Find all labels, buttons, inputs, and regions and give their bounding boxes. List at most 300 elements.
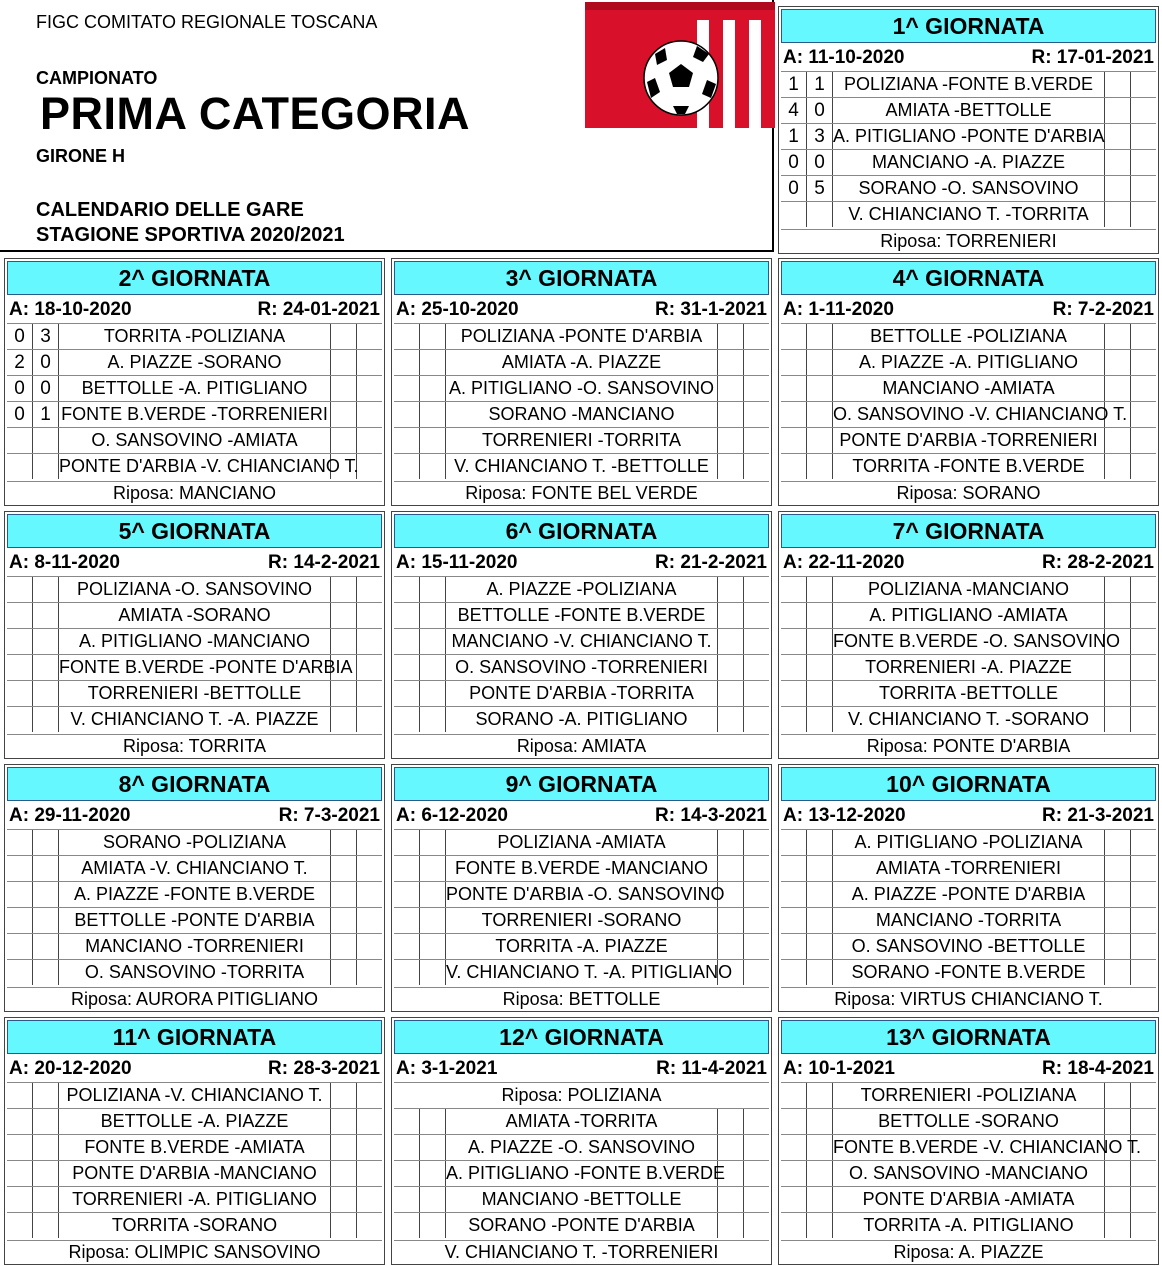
match-teams: PONTE D'ARBIA -TORRITA bbox=[469, 683, 694, 703]
match-row bbox=[7, 1186, 382, 1212]
return-away-score bbox=[356, 428, 382, 453]
match-teams: A. PIAZZE -POLIZIANA bbox=[486, 579, 677, 599]
match-teams: TORRITA -FONTE B.VERDE bbox=[852, 456, 1085, 476]
return-away-score bbox=[356, 324, 382, 349]
match-row bbox=[781, 1160, 1156, 1186]
away-score: 1 bbox=[33, 402, 59, 427]
return-home-score bbox=[330, 1187, 356, 1212]
round-dates bbox=[9, 1056, 380, 1082]
away-score bbox=[807, 882, 833, 907]
away-score bbox=[33, 1187, 59, 1212]
return-home-score bbox=[717, 1213, 743, 1238]
match-teams: A. PITIGLIANO -MANCIANO bbox=[78, 631, 311, 651]
match-teams: SORANO -A. PITIGLIANO bbox=[475, 709, 688, 729]
home-score bbox=[781, 376, 807, 401]
return-away-score bbox=[1130, 1213, 1156, 1238]
away-score bbox=[33, 454, 59, 479]
return-away-score bbox=[356, 681, 382, 706]
match-teams: SORANO -O. SANSOVINO bbox=[858, 178, 1079, 198]
ritorno-date: R: 7-2-2021 bbox=[1052, 299, 1154, 320]
return-away-score bbox=[356, 830, 382, 855]
return-home-score bbox=[717, 350, 743, 375]
return-away-score bbox=[743, 402, 769, 427]
return-home-score bbox=[1104, 454, 1130, 479]
home-score bbox=[781, 707, 807, 732]
return-home-score bbox=[717, 934, 743, 959]
return-away-score bbox=[743, 1135, 769, 1160]
match-row bbox=[7, 654, 382, 680]
home-score bbox=[7, 1187, 33, 1212]
match-row bbox=[7, 706, 382, 732]
match-row bbox=[7, 576, 382, 602]
match-teams: POLIZIANA -MANCIANO bbox=[867, 579, 1070, 599]
round-dates bbox=[9, 297, 380, 323]
return-home-score bbox=[717, 908, 743, 933]
return-home-score bbox=[330, 1161, 356, 1186]
home-score bbox=[7, 1161, 33, 1186]
return-home-score bbox=[1104, 428, 1130, 453]
ritorno-date: R: 21-3-2021 bbox=[1042, 805, 1154, 826]
round-card bbox=[778, 764, 1159, 1012]
return-away-score bbox=[1130, 176, 1156, 201]
round-dates bbox=[9, 803, 380, 829]
home-score bbox=[781, 428, 807, 453]
return-home-score bbox=[1104, 960, 1130, 985]
away-score bbox=[420, 707, 446, 732]
home-score bbox=[394, 350, 420, 375]
return-home-score bbox=[330, 428, 356, 453]
return-home-score bbox=[717, 402, 743, 427]
match-row bbox=[7, 1082, 382, 1108]
bye-team: Riposa: VIRTUS CHIANCIANO T. bbox=[781, 987, 1156, 1010]
home-score bbox=[394, 908, 420, 933]
home-score bbox=[394, 655, 420, 680]
away-score bbox=[420, 402, 446, 427]
match-row bbox=[781, 680, 1156, 706]
return-home-score bbox=[717, 707, 743, 732]
return-home-score bbox=[1104, 655, 1130, 680]
calendar-caption bbox=[36, 198, 345, 248]
bye-team: Riposa: OLIMPIC SANSOVINO bbox=[7, 1240, 382, 1263]
away-score bbox=[420, 428, 446, 453]
return-home-score bbox=[717, 655, 743, 680]
return-away-score bbox=[356, 1083, 382, 1108]
soccer-ball-logo-icon bbox=[585, 2, 775, 128]
away-score bbox=[807, 655, 833, 680]
andata-date: A: 22-11-2020 bbox=[783, 552, 905, 573]
match-row bbox=[7, 933, 382, 959]
bye-team: Riposa: AURORA PITIGLIANO bbox=[7, 987, 382, 1010]
match-row bbox=[781, 349, 1156, 375]
home-score bbox=[781, 1213, 807, 1238]
away-score: 3 bbox=[807, 124, 833, 149]
match-row bbox=[394, 401, 769, 427]
return-home-score bbox=[717, 1135, 743, 1160]
away-score bbox=[33, 629, 59, 654]
return-away-score bbox=[1130, 681, 1156, 706]
match-teams: PONTE D'ARBIA -AMIATA bbox=[862, 1189, 1075, 1209]
match-teams: TORRENIERI -POLIZIANA bbox=[860, 1085, 1077, 1105]
return-home-score bbox=[1104, 830, 1130, 855]
home-score bbox=[781, 454, 807, 479]
home-score: 0 bbox=[7, 402, 33, 427]
match-row bbox=[394, 375, 769, 401]
return-away-score bbox=[743, 681, 769, 706]
home-score: 1 bbox=[781, 72, 807, 97]
ritorno-date: R: 18-4-2021 bbox=[1042, 1058, 1154, 1079]
return-away-score bbox=[1130, 98, 1156, 123]
match-teams: PONTE D'ARBIA -MANCIANO bbox=[72, 1163, 317, 1183]
match-row bbox=[7, 453, 382, 479]
home-score bbox=[781, 1083, 807, 1108]
ritorno-date: R: 31-1-2021 bbox=[655, 299, 767, 320]
away-score bbox=[33, 856, 59, 881]
round-dates bbox=[783, 1056, 1154, 1082]
home-score bbox=[394, 707, 420, 732]
home-score bbox=[394, 1213, 420, 1238]
match-teams: A. PIAZZE -FONTE B.VERDE bbox=[73, 884, 316, 904]
championship-label: CAMPIONATO bbox=[36, 68, 158, 88]
match-teams: AMIATA -A. PIAZZE bbox=[501, 352, 662, 372]
home-score bbox=[7, 655, 33, 680]
home-score bbox=[781, 960, 807, 985]
return-away-score bbox=[1130, 960, 1156, 985]
return-away-score bbox=[356, 454, 382, 479]
return-home-score bbox=[717, 1109, 743, 1134]
match-teams: BETTOLLE -SORANO bbox=[878, 1111, 1059, 1131]
match-teams: TORRITA -SORANO bbox=[111, 1215, 278, 1235]
return-away-score bbox=[743, 960, 769, 985]
match-list bbox=[394, 1082, 769, 1238]
return-away-score bbox=[1130, 830, 1156, 855]
match-teams: MANCIANO -V. CHIANCIANO T. bbox=[451, 631, 712, 651]
away-score bbox=[807, 934, 833, 959]
away-score bbox=[33, 1135, 59, 1160]
home-score: 1 bbox=[781, 124, 807, 149]
return-home-score bbox=[1104, 176, 1130, 201]
match-row bbox=[7, 323, 382, 349]
match-row bbox=[7, 375, 382, 401]
ritorno-date: R: 17-01-2021 bbox=[1031, 47, 1154, 68]
match-teams: TORRENIERI -TORRITA bbox=[481, 430, 681, 450]
return-home-score bbox=[1104, 98, 1130, 123]
return-home-score bbox=[717, 603, 743, 628]
return-home-score bbox=[717, 681, 743, 706]
andata-date: A: 20-12-2020 bbox=[9, 1058, 132, 1079]
andata-date: A: 1-11-2020 bbox=[783, 299, 894, 320]
category-title: PRIMA CATEGORIA bbox=[40, 88, 470, 139]
round-dates bbox=[9, 550, 380, 576]
match-row bbox=[7, 401, 382, 427]
match-row bbox=[7, 349, 382, 375]
ritorno-date: R: 11-4-2021 bbox=[656, 1058, 767, 1079]
match-teams: FONTE B.VERDE -TORRENIERI bbox=[61, 404, 328, 424]
round-card bbox=[391, 1017, 772, 1265]
match-row bbox=[781, 427, 1156, 453]
match-row bbox=[394, 706, 769, 732]
match-teams: POLIZIANA -O. SANSOVINO bbox=[76, 579, 313, 599]
return-away-score bbox=[1130, 454, 1156, 479]
bye-team: Riposa: PONTE D'ARBIA bbox=[781, 734, 1156, 757]
return-away-score bbox=[743, 577, 769, 602]
ritorno-date: R: 24-01-2021 bbox=[257, 299, 380, 320]
away-score bbox=[420, 454, 446, 479]
match-row bbox=[781, 323, 1156, 349]
home-score bbox=[781, 1187, 807, 1212]
match-teams: TORRENIERI -BETTOLLE bbox=[87, 683, 302, 703]
andata-date: A: 11-10-2020 bbox=[783, 47, 905, 68]
return-home-score bbox=[1104, 856, 1130, 881]
match-row bbox=[781, 933, 1156, 959]
return-away-score bbox=[1130, 1187, 1156, 1212]
match-teams: MANCIANO -TORRITA bbox=[875, 910, 1062, 930]
andata-date: A: 8-11-2020 bbox=[9, 552, 120, 573]
ritorno-date: R: 14-2-2021 bbox=[268, 552, 380, 573]
match-teams: A. PIAZZE -PONTE D'ARBIA bbox=[851, 884, 1086, 904]
match-list bbox=[781, 323, 1156, 479]
match-row bbox=[781, 1186, 1156, 1212]
match-row bbox=[394, 576, 769, 602]
match-list bbox=[394, 576, 769, 732]
bye-team: V. CHIANCIANO T. -TORRENIERI bbox=[394, 1240, 769, 1263]
away-score bbox=[33, 707, 59, 732]
match-row bbox=[781, 71, 1156, 97]
return-away-score bbox=[356, 629, 382, 654]
match-teams: BETTOLLE -A. PIAZZE bbox=[100, 1111, 289, 1131]
return-home-score bbox=[330, 376, 356, 401]
match-row bbox=[781, 602, 1156, 628]
return-home-score bbox=[717, 454, 743, 479]
match-row bbox=[394, 933, 769, 959]
away-score bbox=[807, 376, 833, 401]
andata-date: A: 18-10-2020 bbox=[9, 299, 132, 320]
return-home-score bbox=[330, 629, 356, 654]
match-teams: MANCIANO -TORRENIERI bbox=[85, 936, 304, 956]
round-card bbox=[4, 258, 385, 506]
round-title: 6^ GIORNATA bbox=[394, 514, 769, 548]
away-score bbox=[807, 603, 833, 628]
return-home-score bbox=[330, 324, 356, 349]
return-home-score bbox=[1104, 1083, 1130, 1108]
home-score bbox=[394, 402, 420, 427]
away-score bbox=[807, 1109, 833, 1134]
match-row bbox=[394, 855, 769, 881]
return-home-score bbox=[1104, 1187, 1130, 1212]
match-list bbox=[394, 323, 769, 479]
return-home-score bbox=[1104, 324, 1130, 349]
home-score bbox=[781, 603, 807, 628]
match-teams: A. PITIGLIANO -AMIATA bbox=[869, 605, 1068, 625]
bye-team: Riposa: AMIATA bbox=[394, 734, 769, 757]
match-row bbox=[781, 453, 1156, 479]
return-away-score bbox=[1130, 1109, 1156, 1134]
return-home-score bbox=[330, 882, 356, 907]
return-away-score bbox=[356, 707, 382, 732]
home-score bbox=[781, 1135, 807, 1160]
match-teams: V. CHIANCIANO T. -A. PITIGLIANO bbox=[446, 962, 733, 982]
match-row bbox=[781, 1082, 1156, 1108]
return-away-score bbox=[356, 577, 382, 602]
round-card bbox=[391, 511, 772, 759]
return-away-score bbox=[356, 1161, 382, 1186]
home-score: 2 bbox=[7, 350, 33, 375]
round-dates bbox=[396, 550, 767, 576]
match-teams: MANCIANO -AMIATA bbox=[882, 378, 1055, 398]
return-home-score bbox=[330, 960, 356, 985]
away-score bbox=[807, 202, 833, 227]
match-row bbox=[781, 375, 1156, 401]
match-row bbox=[7, 1134, 382, 1160]
return-home-score bbox=[330, 856, 356, 881]
return-home-score bbox=[1104, 707, 1130, 732]
match-teams: O. SANSOVINO -MANCIANO bbox=[848, 1163, 1089, 1183]
home-score bbox=[7, 681, 33, 706]
return-home-score bbox=[330, 350, 356, 375]
return-home-score bbox=[717, 376, 743, 401]
match-teams: A. PITIGLIANO -O. SANSOVINO bbox=[448, 378, 715, 398]
home-score bbox=[7, 454, 33, 479]
return-away-score bbox=[356, 376, 382, 401]
return-home-score bbox=[1104, 124, 1130, 149]
calendar-title: CALENDARIO DELLE GARE bbox=[36, 199, 304, 221]
return-away-score bbox=[356, 856, 382, 881]
round-title: 4^ GIORNATA bbox=[781, 261, 1156, 295]
match-row bbox=[394, 323, 769, 349]
away-score bbox=[33, 908, 59, 933]
home-score bbox=[394, 577, 420, 602]
return-away-score bbox=[1130, 124, 1156, 149]
away-score bbox=[807, 324, 833, 349]
return-away-score bbox=[356, 655, 382, 680]
return-away-score bbox=[743, 629, 769, 654]
match-row bbox=[394, 654, 769, 680]
return-home-score bbox=[330, 1213, 356, 1238]
match-row bbox=[394, 628, 769, 654]
return-home-score bbox=[1104, 1161, 1130, 1186]
match-teams: PONTE D'ARBIA -V. CHIANCIANO T. bbox=[59, 456, 359, 476]
round-dates bbox=[396, 1056, 767, 1082]
match-row bbox=[781, 175, 1156, 201]
match-row bbox=[781, 149, 1156, 175]
match-list bbox=[7, 1082, 382, 1238]
bye-team: Riposa: TORRENIERI bbox=[781, 229, 1156, 252]
away-score bbox=[420, 324, 446, 349]
home-score bbox=[7, 603, 33, 628]
match-list bbox=[781, 71, 1156, 227]
home-score bbox=[394, 856, 420, 881]
return-home-score bbox=[717, 629, 743, 654]
bye-team: Riposa: A. PIAZZE bbox=[781, 1240, 1156, 1263]
round-title: 8^ GIORNATA bbox=[7, 767, 382, 801]
return-away-score bbox=[743, 1187, 769, 1212]
return-away-score bbox=[1130, 882, 1156, 907]
match-teams: POLIZIANA -V. CHIANCIANO T. bbox=[66, 1085, 323, 1105]
away-score bbox=[33, 1213, 59, 1238]
away-score bbox=[807, 1135, 833, 1160]
return-home-score bbox=[330, 707, 356, 732]
match-teams: A. PIAZZE -O. SANSOVINO bbox=[467, 1137, 696, 1157]
match-row bbox=[394, 829, 769, 855]
away-score bbox=[807, 960, 833, 985]
return-home-score bbox=[330, 681, 356, 706]
match-row bbox=[781, 1134, 1156, 1160]
return-away-score bbox=[1130, 655, 1156, 680]
match-teams: O. SANSOVINO -AMIATA bbox=[91, 430, 298, 450]
return-away-score bbox=[743, 376, 769, 401]
away-score bbox=[420, 908, 446, 933]
away-score: 5 bbox=[807, 176, 833, 201]
round-card bbox=[778, 511, 1159, 759]
home-score bbox=[781, 577, 807, 602]
return-home-score bbox=[717, 428, 743, 453]
home-score bbox=[7, 882, 33, 907]
round-card bbox=[778, 6, 1159, 254]
return-away-score bbox=[743, 350, 769, 375]
return-away-score bbox=[356, 1135, 382, 1160]
match-teams: POLIZIANA -AMIATA bbox=[497, 832, 666, 852]
match-row bbox=[781, 401, 1156, 427]
away-score bbox=[33, 1109, 59, 1134]
match-teams: AMIATA -V. CHIANCIANO T. bbox=[81, 858, 308, 878]
home-score bbox=[394, 830, 420, 855]
match-row bbox=[7, 959, 382, 985]
match-teams: BETTOLLE -POLIZIANA bbox=[870, 326, 1067, 346]
andata-date: A: 15-11-2020 bbox=[396, 552, 518, 573]
match-teams: AMIATA -BETTOLLE bbox=[885, 100, 1052, 120]
return-away-score bbox=[1130, 934, 1156, 959]
match-row bbox=[394, 1160, 769, 1186]
return-away-score bbox=[1130, 707, 1156, 732]
round-card bbox=[391, 258, 772, 506]
round-title: 3^ GIORNATA bbox=[394, 261, 769, 295]
home-score: 0 bbox=[7, 376, 33, 401]
away-score bbox=[420, 960, 446, 985]
home-score bbox=[394, 1187, 420, 1212]
return-away-score bbox=[743, 428, 769, 453]
return-away-score bbox=[1130, 1083, 1156, 1108]
round-card bbox=[4, 511, 385, 759]
bye-team: Riposa: TORRITA bbox=[7, 734, 382, 757]
match-teams: FONTE B.VERDE -PONTE D'ARBIA bbox=[59, 657, 353, 677]
return-away-score bbox=[356, 960, 382, 985]
round-card bbox=[4, 764, 385, 1012]
match-row bbox=[394, 1134, 769, 1160]
return-home-score bbox=[1104, 908, 1130, 933]
return-home-score bbox=[330, 1109, 356, 1134]
return-away-score bbox=[356, 603, 382, 628]
away-score bbox=[33, 960, 59, 985]
home-score bbox=[7, 707, 33, 732]
andata-date: A: 29-11-2020 bbox=[9, 805, 131, 826]
away-score bbox=[807, 1213, 833, 1238]
away-score bbox=[807, 577, 833, 602]
home-score bbox=[7, 428, 33, 453]
away-score bbox=[33, 681, 59, 706]
match-row bbox=[7, 907, 382, 933]
away-score: 0 bbox=[807, 98, 833, 123]
match-list bbox=[7, 323, 382, 479]
home-score bbox=[394, 882, 420, 907]
away-score bbox=[420, 882, 446, 907]
return-away-score bbox=[356, 908, 382, 933]
match-teams: FONTE B.VERDE -O. SANSOVINO bbox=[833, 631, 1121, 651]
return-home-score bbox=[717, 1187, 743, 1212]
season-label: STAGIONE SPORTIVA 2020/2021 bbox=[36, 224, 345, 246]
away-score bbox=[33, 1083, 59, 1108]
away-score bbox=[33, 577, 59, 602]
match-row bbox=[394, 427, 769, 453]
return-away-score bbox=[743, 1213, 769, 1238]
